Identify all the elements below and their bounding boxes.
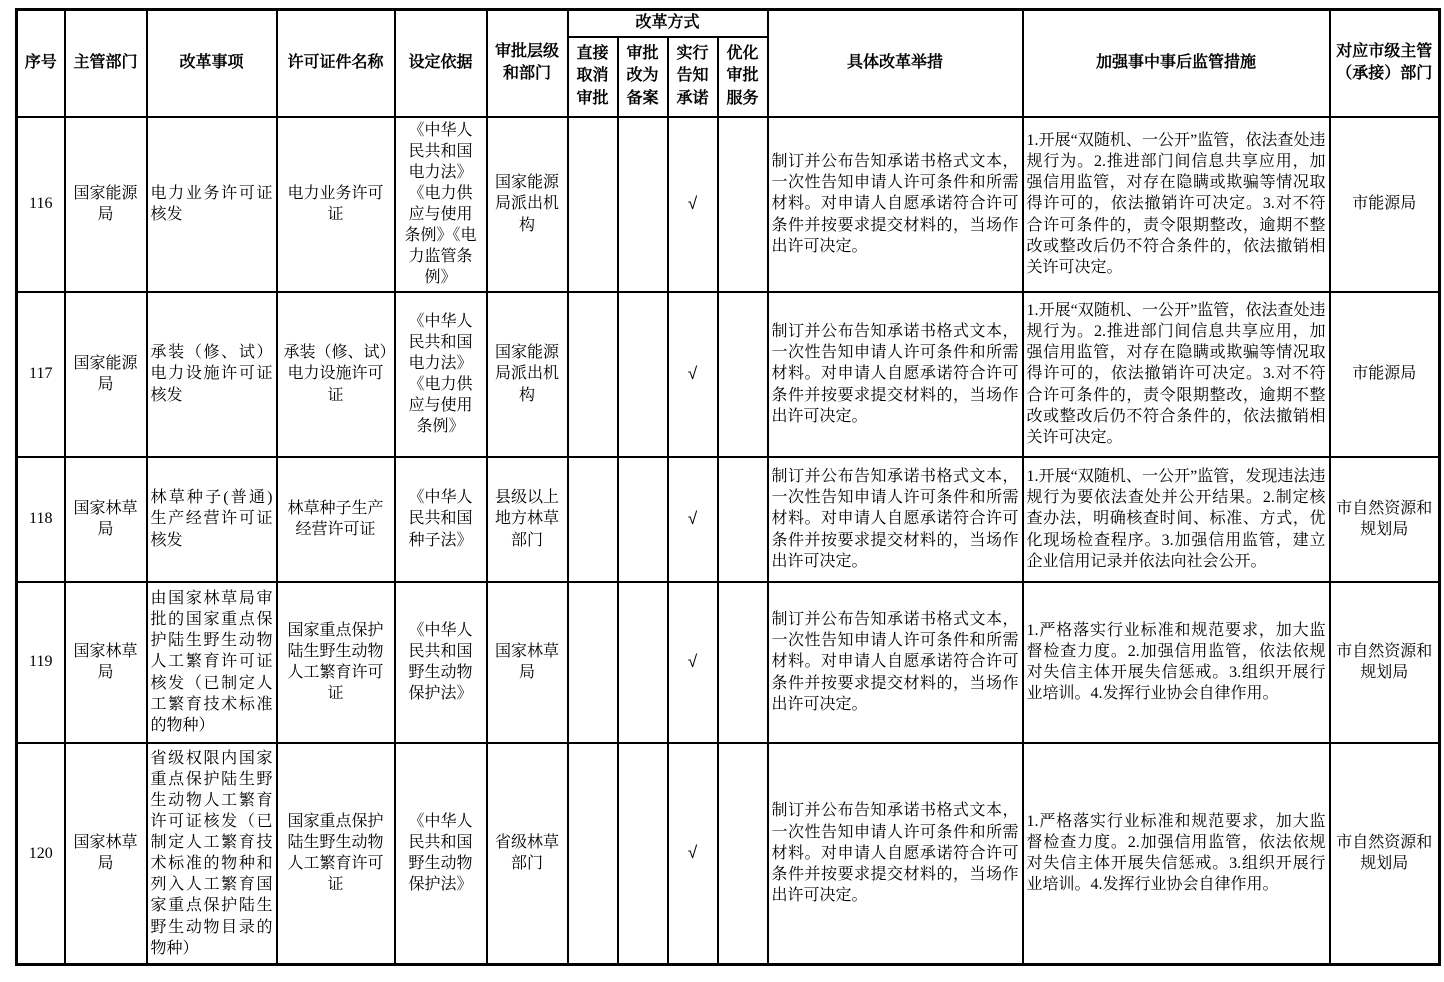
cell-mark-filing <box>618 743 668 965</box>
cell-level: 国家林草局 <box>487 582 568 743</box>
cell-measures: 制订并公布告知承诺书格式文本，一次性告知申请人许可条件和所需材料。对申请人自愿承诺符合许可条件并按要求提交材料的，当场作出许可决定。 <box>768 582 1023 743</box>
cell-mark-filing <box>618 292 668 457</box>
cell-item: 电力业务许可证核发 <box>147 117 277 292</box>
cell-dept: 国家林草局 <box>65 457 147 582</box>
table-row <box>17 582 1440 743</box>
col-header-supervision: 加强事中事后监管措施 <box>1023 10 1330 117</box>
cell-item: 承装（修、试）电力设施许可证核发 <box>147 292 277 457</box>
cell-basis: 《中华人民共和国野生动物保护法》 <box>395 743 487 965</box>
table-header <box>17 10 1440 117</box>
cell-supervision: 1.开展“双随机、一公开”监管，依法查处违规行为。2.推进部门间信息共享应用，加强信用监管，对存在隐瞒或欺骗等情况取得许可的，依法撤销许可决定。3.对不符合许可条件的，责令限期整改，逾期不整改或整改后仍不符合条件的，依法撤销相关许可决定。 <box>1023 117 1330 292</box>
cell-measures: 制订并公布告知承诺书格式文本，一次性告知申请人许可条件和所需材料。对申请人自愿承诺符合许可条件并按要求提交材料的，当场作出许可决定。 <box>768 117 1023 292</box>
cell-mark-filing <box>618 582 668 743</box>
col-header-method-optimize: 优化审批服务 <box>718 37 768 117</box>
cell-mark-commitment checkmark: √ <box>668 582 718 743</box>
col-header-seq: 序号 <box>17 10 65 117</box>
cell-supervision: 1.开展“双随机、一公开”监管，依法查处违规行为。2.推进部门间信息共享应用，加强信用监管，对存在隐瞒或欺骗等情况取得许可的，依法撤销许可决定。3.对不符合许可条件的，责令限期整改，逾期不整改或整改后仍不符合条件的，依法撤销相关许可决定。 <box>1023 292 1330 457</box>
col-header-license: 许可证件名称 <box>277 10 395 117</box>
cell-seq: 120 <box>17 743 65 965</box>
col-header-method-filing: 审批改为备案 <box>618 37 668 117</box>
cell-measures: 制订并公布告知承诺书格式文本，一次性告知申请人许可条件和所需材料。对申请人自愿承诺符合许可条件并按要求提交材料的，当场作出许可决定。 <box>768 743 1023 965</box>
cell-level: 县级以上地方林草部门 <box>487 457 568 582</box>
cell-basis: 《中华人民共和国种子法》 <box>395 457 487 582</box>
cell-city-dept: 市自然资源和规划局 <box>1330 743 1440 965</box>
col-header-method-cancel: 直接取消审批 <box>568 37 618 117</box>
cell-mark-optimize <box>718 743 768 965</box>
cell-license: 林草种子生产经营许可证 <box>277 457 395 582</box>
table-body <box>17 117 1440 965</box>
cell-mark-commitment checkmark: √ <box>668 743 718 965</box>
cell-mark-optimize <box>718 582 768 743</box>
cell-item: 由国家林草局审批的国家重点保护陆生野生动物人工繁育许可证核发（已制定人工繁育技术标准的物种） <box>147 582 277 743</box>
cell-city-dept: 市自然资源和规划局 <box>1330 457 1440 582</box>
cell-basis: 《中华人民共和国电力法》《电力供应与使用条例》 <box>395 292 487 457</box>
cell-mark-commitment checkmark: √ <box>668 457 718 582</box>
cell-supervision: 1.严格落实行业标准和规范要求，加大监督检查力度。2.加强信用监管，依法依规对失信主体开展失信惩戒。3.组织开展行业培训。4.发挥行业协会自律作用。 <box>1023 582 1330 743</box>
cell-mark-filing <box>618 117 668 292</box>
cell-supervision: 1.严格落实行业标准和规范要求，加大监督检查力度。2.加强信用监管，依法依规对失信主体开展失信惩戒。3.组织开展行业培训。4.发挥行业协会自律作用。 <box>1023 743 1330 965</box>
cell-mark-cancel <box>568 292 618 457</box>
cell-mark-cancel <box>568 457 618 582</box>
table-row <box>17 292 1440 457</box>
cell-supervision: 1.开展“双随机、一公开”监管，发现违法违规行为要依法查处并公开结果。2.制定核查办法，明确核查时间、标准、方式，优化现场检查程序。3.加强信用监管，建立企业信用记录并依法向社会公开。 <box>1023 457 1330 582</box>
cell-city-dept: 市自然资源和规划局 <box>1330 582 1440 743</box>
cell-seq: 118 <box>17 457 65 582</box>
cell-level: 国家能源局派出机构 <box>487 117 568 292</box>
cell-measures: 制订并公布告知承诺书格式文本，一次性告知申请人许可条件和所需材料。对申请人自愿承诺符合许可条件并按要求提交材料的，当场作出许可决定。 <box>768 292 1023 457</box>
cell-license: 国家重点保护陆生野生动物人工繁育许可证 <box>277 743 395 965</box>
cell-mark-optimize <box>718 457 768 582</box>
cell-seq: 116 <box>17 117 65 292</box>
cell-mark-cancel <box>568 582 618 743</box>
cell-basis: 《中华人民共和国电力法》《电力供应与使用条例》《电力监管条例》 <box>395 117 487 292</box>
col-header-method-commitment: 实行告知承诺 <box>668 37 718 117</box>
cell-item: 林草种子(普通)生产经营许可证核发 <box>147 457 277 582</box>
cell-license: 承装（修、试）电力设施许可证 <box>277 292 395 457</box>
col-header-reform-method-group: 改革方式 <box>568 10 768 37</box>
cell-seq: 119 <box>17 582 65 743</box>
cell-dept: 国家能源局 <box>65 292 147 457</box>
cell-measures: 制订并公布告知承诺书格式文本，一次性告知申请人许可条件和所需材料。对申请人自愿承诺符合许可条件并按要求提交材料的，当场作出许可决定。 <box>768 457 1023 582</box>
reform-items-table <box>15 8 1441 966</box>
table-row <box>17 743 1440 965</box>
cell-level: 省级林草部门 <box>487 743 568 965</box>
cell-mark-commitment checkmark: √ <box>668 117 718 292</box>
cell-dept: 国家能源局 <box>65 117 147 292</box>
cell-mark-cancel <box>568 743 618 965</box>
cell-mark-cancel <box>568 117 618 292</box>
col-header-dept: 主管部门 <box>65 10 147 117</box>
cell-mark-optimize <box>718 117 768 292</box>
col-header-level: 审批层级和部门 <box>487 10 568 117</box>
col-header-measures: 具体改革举措 <box>768 10 1023 117</box>
cell-license: 国家重点保护陆生野生动物人工繁育许可证 <box>277 582 395 743</box>
table-row <box>17 457 1440 582</box>
table-row <box>17 117 1440 292</box>
cell-mark-optimize <box>718 292 768 457</box>
cell-level: 国家能源局派出机构 <box>487 292 568 457</box>
cell-city-dept: 市能源局 <box>1330 117 1440 292</box>
cell-dept: 国家林草局 <box>65 582 147 743</box>
cell-item: 省级权限内国家重点保护陆生野生动物人工繁育许可证核发（已制定人工繁育技术标准的物种和列入人工繁育国家重点保护陆生野生动物目录的物种） <box>147 743 277 965</box>
cell-mark-filing <box>618 457 668 582</box>
cell-mark-commitment checkmark: √ <box>668 292 718 457</box>
cell-basis: 《中华人民共和国野生动物保护法》 <box>395 582 487 743</box>
cell-seq: 117 <box>17 292 65 457</box>
col-header-item: 改革事项 <box>147 10 277 117</box>
cell-license: 电力业务许可证 <box>277 117 395 292</box>
col-header-city-dept: 对应市级主管（承接）部门 <box>1330 10 1440 117</box>
cell-dept: 国家林草局 <box>65 743 147 965</box>
col-header-basis: 设定依据 <box>395 10 487 117</box>
cell-city-dept: 市能源局 <box>1330 292 1440 457</box>
